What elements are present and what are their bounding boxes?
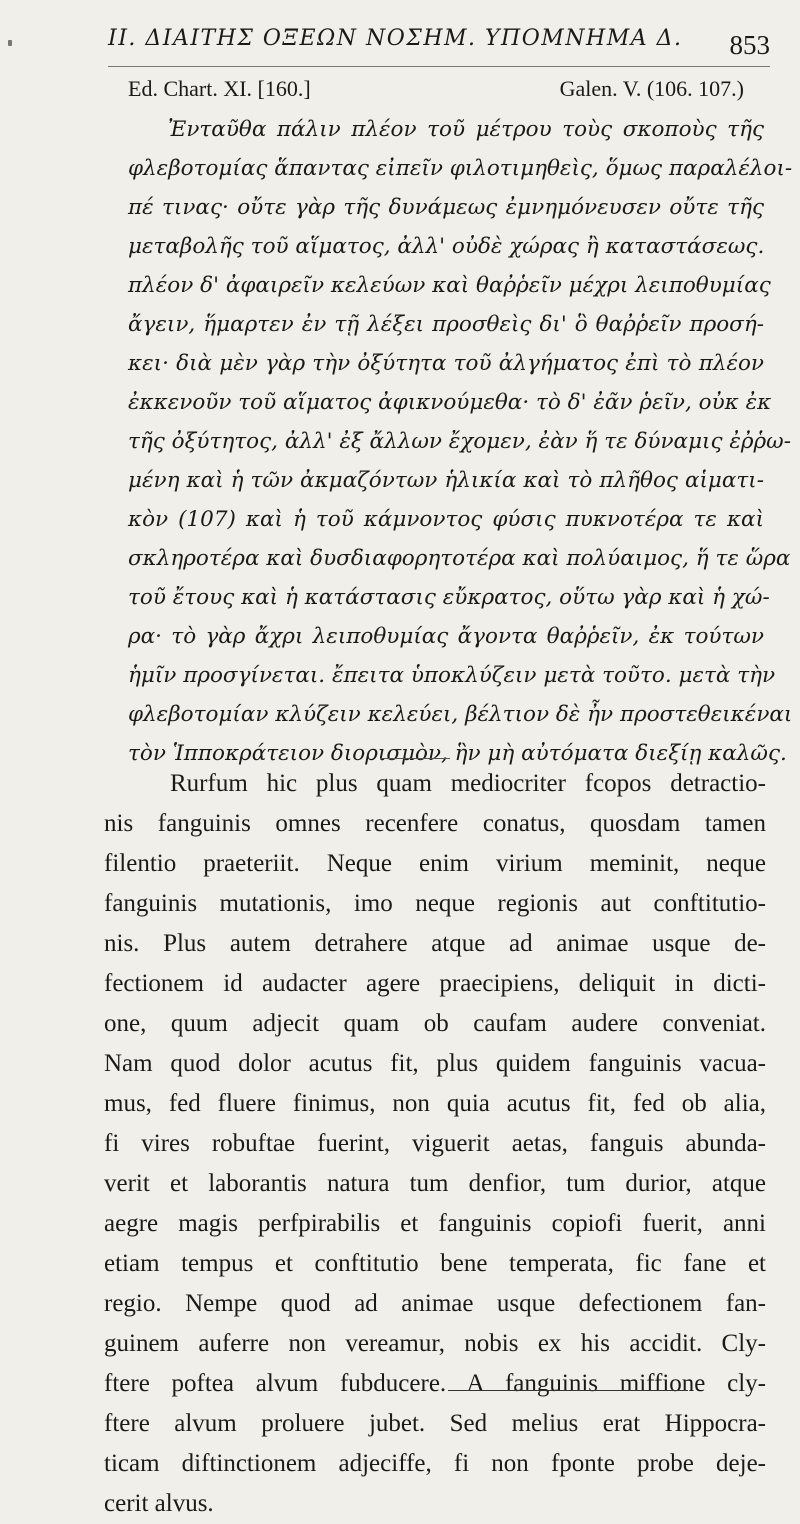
page-number: 853 — [729, 30, 770, 60]
greek-line: σκληροτέρα καὶ δυσδιαφορητοτέρα καὶ πολύαιμος, ἥ τε ὥρα — [128, 546, 791, 571]
latin-line: ftere alvum proluere jubet. Sed melius erat Hippocra- — [104, 1410, 766, 1437]
latin-line: regio. Nempe quod ad animae usque defectionem fan- — [104, 1290, 766, 1317]
latin-line: Nam quod dolor acutus fit, plus quidem fanguinis vacua- — [104, 1050, 766, 1077]
kuhn-reference: Galen. V. (106. 107.) — [559, 76, 744, 101]
greek-line: ἐκκενοῦν τοῦ αἵματος ἀφικνούμεθα· τὸ δ' ἐᾶν ῥεῖν, οὐκ ἐκ — [128, 390, 772, 415]
latin-line: ftere poftea alvum fubducere. A fanguinis miffione cly- — [104, 1370, 766, 1397]
greek-text-block — [128, 110, 793, 773]
greek-line: ἡμῖν προσγίνεται. ἔπειτα ὑποκλύζειν μετὰ τοῦτο. μετὰ τὴν — [128, 663, 776, 688]
greek-line: ἄγειν, ἥμαρτεν ἐν τῇ λέξει προσθεὶς δι' ὃ θαῤῥεῖν προσή- — [128, 312, 764, 337]
greek-line: ρα· τὸ γὰρ ἄχρι λειποθυμίας ἄγοντα θαῤῥεῖν, ἐκ τούτων — [128, 624, 764, 649]
footer-rule — [448, 1390, 688, 1391]
greek-line: τῆς ὀξύτητος, ἀλλ' ἐξ ἄλλων ἔχομεν, ἐὰν ἥ τε δύναμις ἐῤῥω- — [128, 429, 791, 454]
latin-line: one, quum adjecit quam ob caufam audere conveniat. — [104, 1010, 766, 1037]
greek-line: Ἐνταῦθα πάλιν πλέον τοῦ μέτρου τοὺς σκοποὺς τῆς — [168, 117, 764, 142]
latin-line: fanguinis mutationis, imo neque regionis aut conftitutio- — [104, 890, 766, 917]
greek-line: πέ τινας· οὔτε γὰρ τῆς δυνάμεως ἐμνημόνευσεν οὔτε τῆς — [128, 195, 764, 220]
chartier-reference: Ed. Chart. XI. [160.] — [128, 76, 311, 101]
greek-line: μένη καὶ ἡ τῶν ἀκμαζόντων ἡλικία καὶ τὸ πλῆθος αἱματι- — [128, 468, 764, 493]
latin-line: fectionem id audacter agere praecipiens, deliquit in dicti- — [104, 970, 766, 997]
greek-line: κει· διὰ μὲν γὰρ τὴν ὀξύτητα τοῦ ἀλγήματος ἐπὶ τὸ πλέον — [128, 351, 764, 376]
latin-line: filentio praeteriit. Neque enim virium meminit, neque — [104, 850, 766, 877]
section-divider — [380, 758, 450, 759]
latin-line: fi vires robuftae fuerint, viguerit aetas, fanguis abunda- — [104, 1130, 766, 1157]
greek-line: τὸν Ἱπποκράτειον διορισμὸν, ἣν μὴ αὐτόματα διεξίῃ καλῶς. — [128, 741, 787, 766]
latin-line: nis fanguinis omnes recenfere conatus, quosdam tamen — [104, 810, 766, 837]
latin-line: ticam diftinctionem adjeciffe, fi non fponte probe deje- — [104, 1450, 766, 1477]
running-head — [108, 26, 770, 67]
latin-line: guinem auferre non vereamur, nobis ex his accidit. Cly- — [104, 1330, 766, 1357]
latin-line: nis. Plus autem detrahere atque ad animae usque de- — [104, 930, 766, 957]
greek-line: φλεβοτομίας ἅπαντας εἰπεῖν φιλοτιμηθεὶς, ὅμως παραλέλοι- — [128, 156, 793, 181]
page-edge-mark — [8, 40, 12, 46]
latin-text-block — [104, 764, 766, 1524]
latin-line: aegre magis perfpirabilis et fanguinis copiofi fuerit, anni — [104, 1210, 766, 1237]
running-title: ΙΙ. ΔΙΑΙΤΗΣ ΟΞΕΩΝ ΝΟΣΗΜ. ΥΠΟΜΝΗΜΑ Δ. — [108, 26, 683, 51]
latin-line: etiam tempus et conftitutio bene temperata, fic fane et — [104, 1250, 766, 1277]
greek-line: φλεβοτομίαν κλύζειν κελεύει, βέλτιον δὲ ἦν προστεθεικέναι — [128, 702, 793, 727]
greek-line: τοῦ ἔτους καὶ ἡ κατάστασις εὔκρατος, οὕτω γὰρ καὶ ἡ χώ- — [128, 585, 770, 610]
latin-line: Rurfum hic plus quam mediocriter fcopos detractio- — [170, 770, 766, 797]
latin-line: mus, fed fluere finimus, non quia acutus fit, fed ob alia, — [104, 1090, 766, 1117]
latin-line: verit et laborantis natura tum denfior, tum durior, atque — [104, 1170, 766, 1197]
greek-line: κὸν (107) καὶ ἡ τοῦ κάμνοντος φύσις πυκνοτέρα τε καὶ — [128, 507, 764, 532]
edition-reference — [128, 76, 744, 110]
latin-line: cerit alvus. — [104, 1490, 214, 1517]
greek-line: πλέον δ' ἀφαιρεῖν κελεύων καὶ θαῤῥεῖν μέχρι λειποθυμίας — [128, 273, 771, 298]
greek-line: μεταβολῆς τοῦ αἵματος, ἀλλ' οὐδὲ χώρας ἢ καταστάσεως. — [128, 234, 765, 259]
